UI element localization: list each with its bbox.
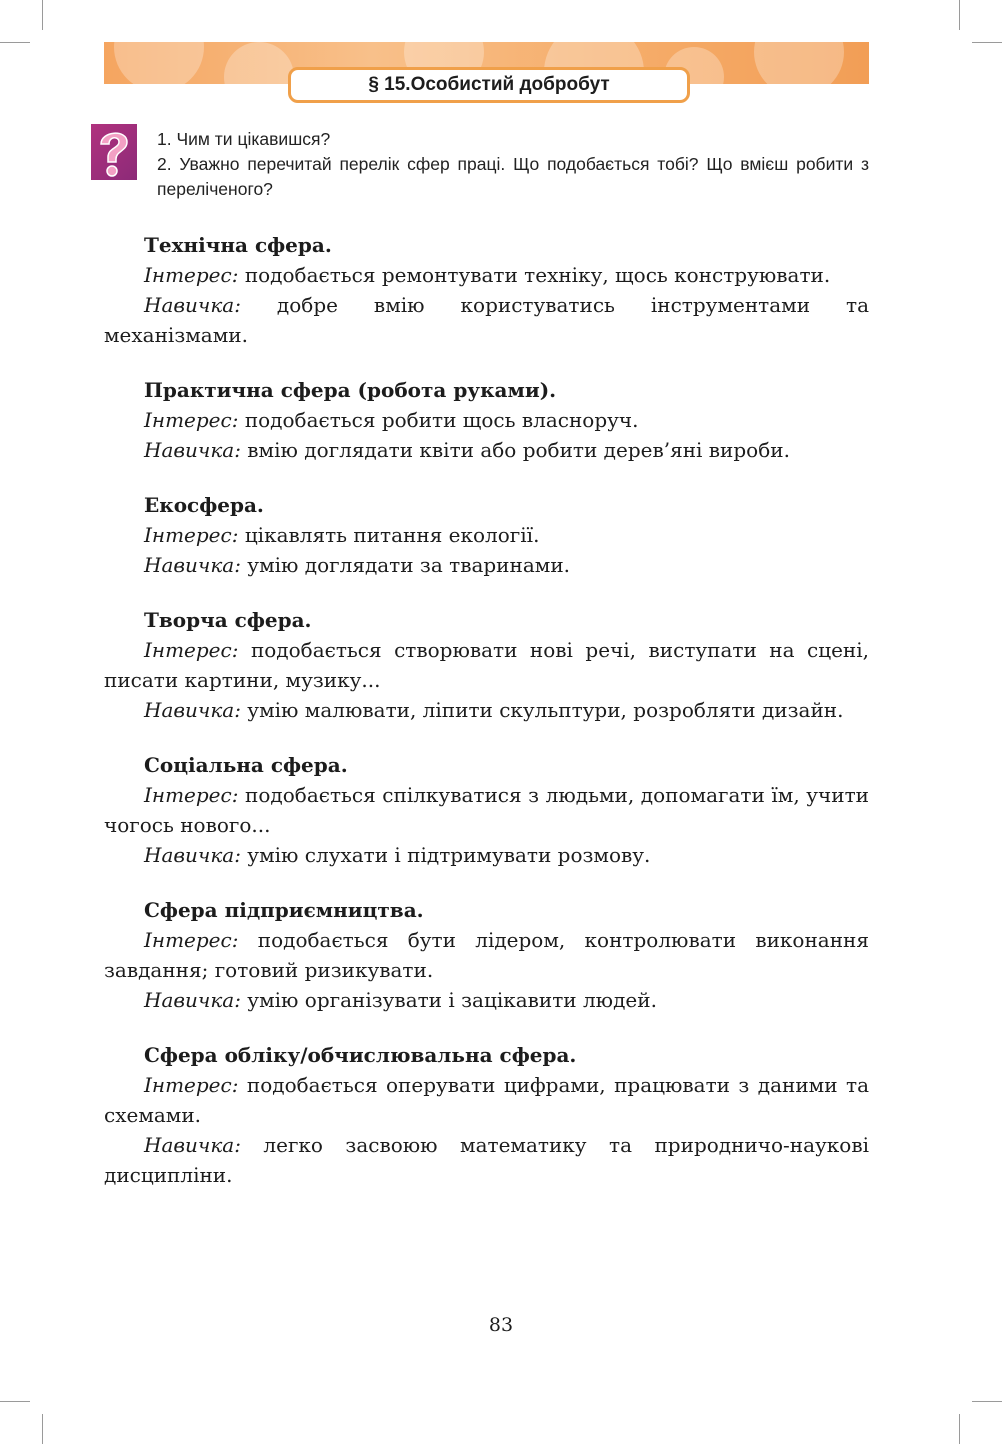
crop-mark: [959, 1414, 960, 1444]
crop-mark: [959, 0, 960, 30]
sphere-section: [104, 375, 869, 465]
interest-text: подобається робити щось власноруч.: [244, 408, 639, 432]
interest-text: подобається бути лідером, контролювати виконання завдання; готовий ризикувати.: [104, 928, 869, 982]
skill-label: Навичка:: [144, 438, 241, 462]
sphere-section: [104, 895, 869, 1015]
sphere-section: [104, 605, 869, 725]
skill-line: [104, 985, 869, 1015]
skill-label: Навичка:: [144, 1133, 241, 1157]
interest-label: Інтерес:: [144, 523, 239, 547]
interest-line: [104, 1070, 869, 1130]
question-item: 2. Уважно перечитай перелік сфер праці. Що подобається тобі? Що вмієш робити з переліченого?: [157, 154, 869, 199]
skill-text: добре вмію користуватись інструментами та механізмами.: [104, 293, 869, 347]
interest-line: [104, 925, 869, 985]
interest-text: цікавлять питання екології.: [244, 523, 540, 547]
sphere-section: [104, 230, 869, 350]
interest-line: [104, 260, 869, 290]
skill-line: [104, 840, 869, 870]
interest-text: подобається оперувати цифрами, працювати з даними та схемами.: [104, 1073, 869, 1127]
section-title-text: § 15.Особистий добробут: [368, 74, 610, 95]
skill-label: Навичка:: [144, 988, 241, 1012]
interest-label: Інтерес:: [144, 783, 239, 807]
interest-label: Інтерес:: [144, 263, 239, 287]
crop-mark: [42, 0, 43, 30]
skill-line: [104, 695, 869, 725]
skill-text: умію доглядати за тваринами.: [247, 553, 571, 577]
skill-text: умію слухати і підтримувати розмову.: [247, 843, 651, 867]
crop-mark: [0, 1401, 30, 1402]
interest-text: подобається створювати нові речі, виступати на сцені, писати картини, музику...: [104, 638, 869, 692]
interest-label: Інтерес:: [144, 928, 239, 952]
sphere-section: [104, 750, 869, 870]
interest-label: Інтерес:: [144, 638, 239, 662]
interest-text: подобається ремонтувати техніку, щось конструювати.: [244, 263, 831, 287]
interest-line: [104, 635, 869, 695]
sphere-section: [104, 490, 869, 580]
crop-mark: [0, 42, 30, 43]
interest-label: Інтерес:: [144, 408, 239, 432]
skill-text: умію малювати, ліпити скульптури, розробляти дизайн.: [247, 698, 844, 722]
skill-label: Навичка:: [144, 293, 241, 317]
skill-label: Навичка:: [144, 553, 241, 577]
sphere-title: Сфера обліку/обчислювальна сфера.: [144, 1043, 577, 1067]
banner-decoration: [224, 42, 294, 84]
skill-line: [104, 435, 869, 465]
sphere-title: Творча сфера.: [144, 608, 312, 632]
skill-text: вмію доглядати квіти або робити дерев’яні вироби.: [247, 438, 790, 462]
sphere-title: Екосфера.: [144, 493, 264, 517]
section-title: [288, 67, 690, 103]
banner-decoration: [754, 42, 844, 84]
banner-decoration: [114, 42, 204, 84]
crop-mark: [972, 1401, 1002, 1402]
skill-line: [104, 1130, 869, 1190]
interest-line: [104, 780, 869, 840]
sphere-title: Технічна сфера.: [144, 233, 332, 257]
question-mark-icon: [91, 124, 137, 180]
crop-mark: [972, 42, 1002, 43]
skill-line: [104, 290, 869, 350]
sphere-section: [104, 1040, 869, 1190]
questions-list: [157, 127, 869, 202]
skill-label: Навичка:: [144, 698, 241, 722]
sphere-title: Сфера підприємництва.: [144, 898, 424, 922]
main-content: [104, 230, 869, 1215]
crop-mark: [42, 1414, 43, 1444]
interest-line: [104, 520, 869, 550]
interest-text: подобається спілкуватися з людьми, допомагати їм, учити чогось нового...: [104, 783, 870, 837]
skill-text: легко засвоюю математику та природничо-наукові дисципліни.: [104, 1133, 870, 1187]
skill-line: [104, 550, 869, 580]
sphere-title: Практична сфера (робота руками).: [144, 378, 557, 402]
sphere-title: Соціальна сфера.: [144, 753, 348, 777]
skill-label: Навичка:: [144, 843, 241, 867]
interest-label: Інтерес:: [144, 1073, 239, 1097]
question-item: 1. Чим ти цікавишся?: [157, 129, 331, 149]
skill-text: умію організувати і зацікавити людей.: [247, 988, 657, 1012]
page-number: 83: [488, 1314, 514, 1336]
interest-line: [104, 405, 869, 435]
